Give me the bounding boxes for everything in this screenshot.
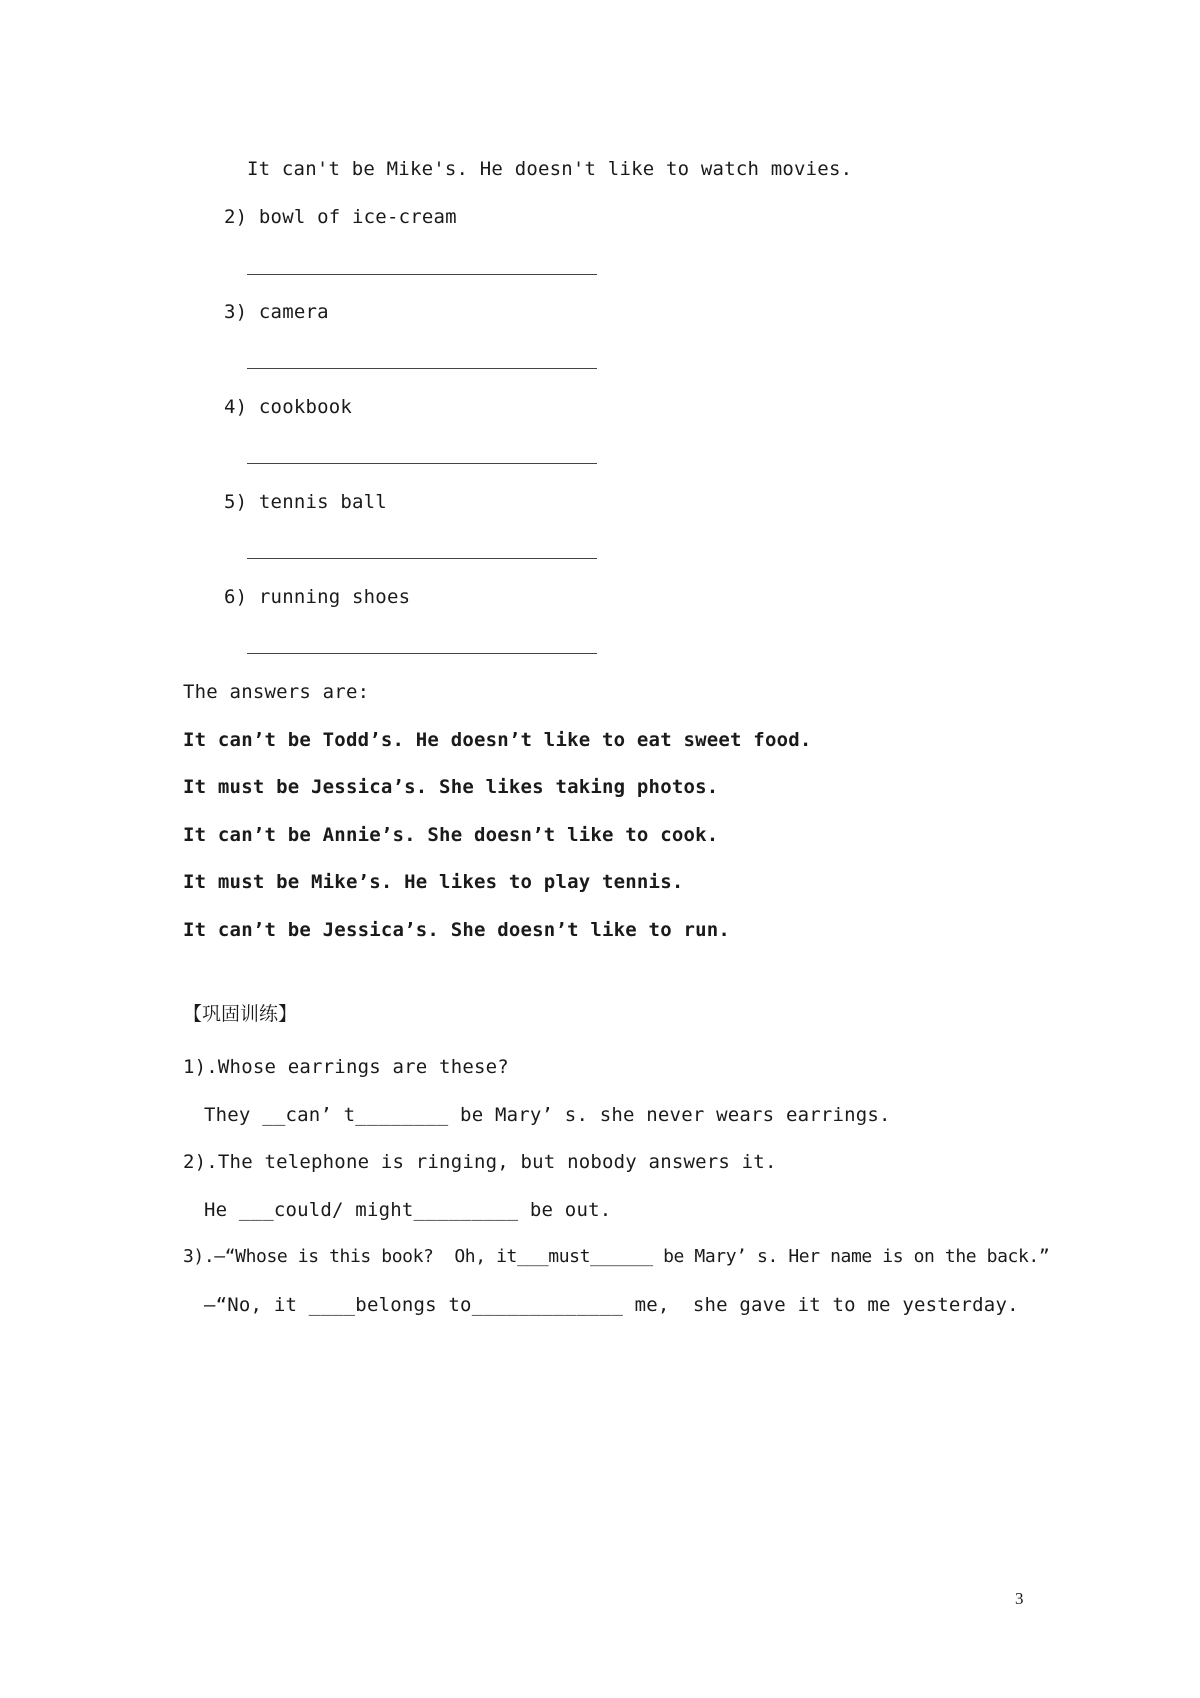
item-running-shoes: 6) running shoes — [224, 586, 411, 608]
answer-blank-5 — [247, 558, 597, 559]
question-1-answer: They __can’ t________ be Mary’ s. she never wears earrings. — [204, 1104, 891, 1126]
answers-intro: The answers are: — [183, 681, 370, 703]
page-number: 3 — [1015, 1589, 1024, 1608]
question-3: 3).—“Whose is this book? Oh, it___must______ be Mary’ s. Her name is on the back.” — [183, 1246, 1050, 1267]
answer-blank-3 — [247, 368, 597, 369]
question-2: 2).The telephone is ringing, but nobody answers it. — [183, 1151, 777, 1173]
example-answer: It can't be Mike's. He doesn't like to watch movies. — [247, 158, 853, 180]
answer-blank-2 — [247, 274, 597, 275]
practice-heading: 【巩固训练】 — [183, 1003, 298, 1025]
answer-line: It can’t be Annie’s. She doesn’t like to cook. — [183, 824, 719, 846]
question-2-answer: He ___could/ might_________ be out. — [204, 1199, 612, 1221]
item-tennis-ball: 5) tennis ball — [224, 491, 387, 513]
answer-line: It must be Mike’s. He likes to play tennis. — [183, 871, 684, 893]
answer-blank-6 — [247, 653, 597, 654]
answer-line: It can’t be Todd’s. He doesn’t like to eat sweet food. — [183, 729, 812, 751]
item-bowl-of-ice-cream: 2) bowl of ice-cream — [224, 206, 457, 228]
item-cookbook: 4) cookbook — [224, 396, 353, 418]
question-3-answer: —“No, it ____belongs to_____________ me, she gave it to me yesterday. — [204, 1294, 1019, 1316]
answer-blank-4 — [247, 463, 597, 464]
item-camera: 3) camera — [224, 301, 329, 323]
question-1: 1).Whose earrings are these? — [183, 1056, 509, 1078]
answer-line: It can’t be Jessica’s. She doesn’t like to run. — [183, 919, 731, 941]
answer-line: It must be Jessica’s. She likes taking photos. — [183, 776, 719, 798]
